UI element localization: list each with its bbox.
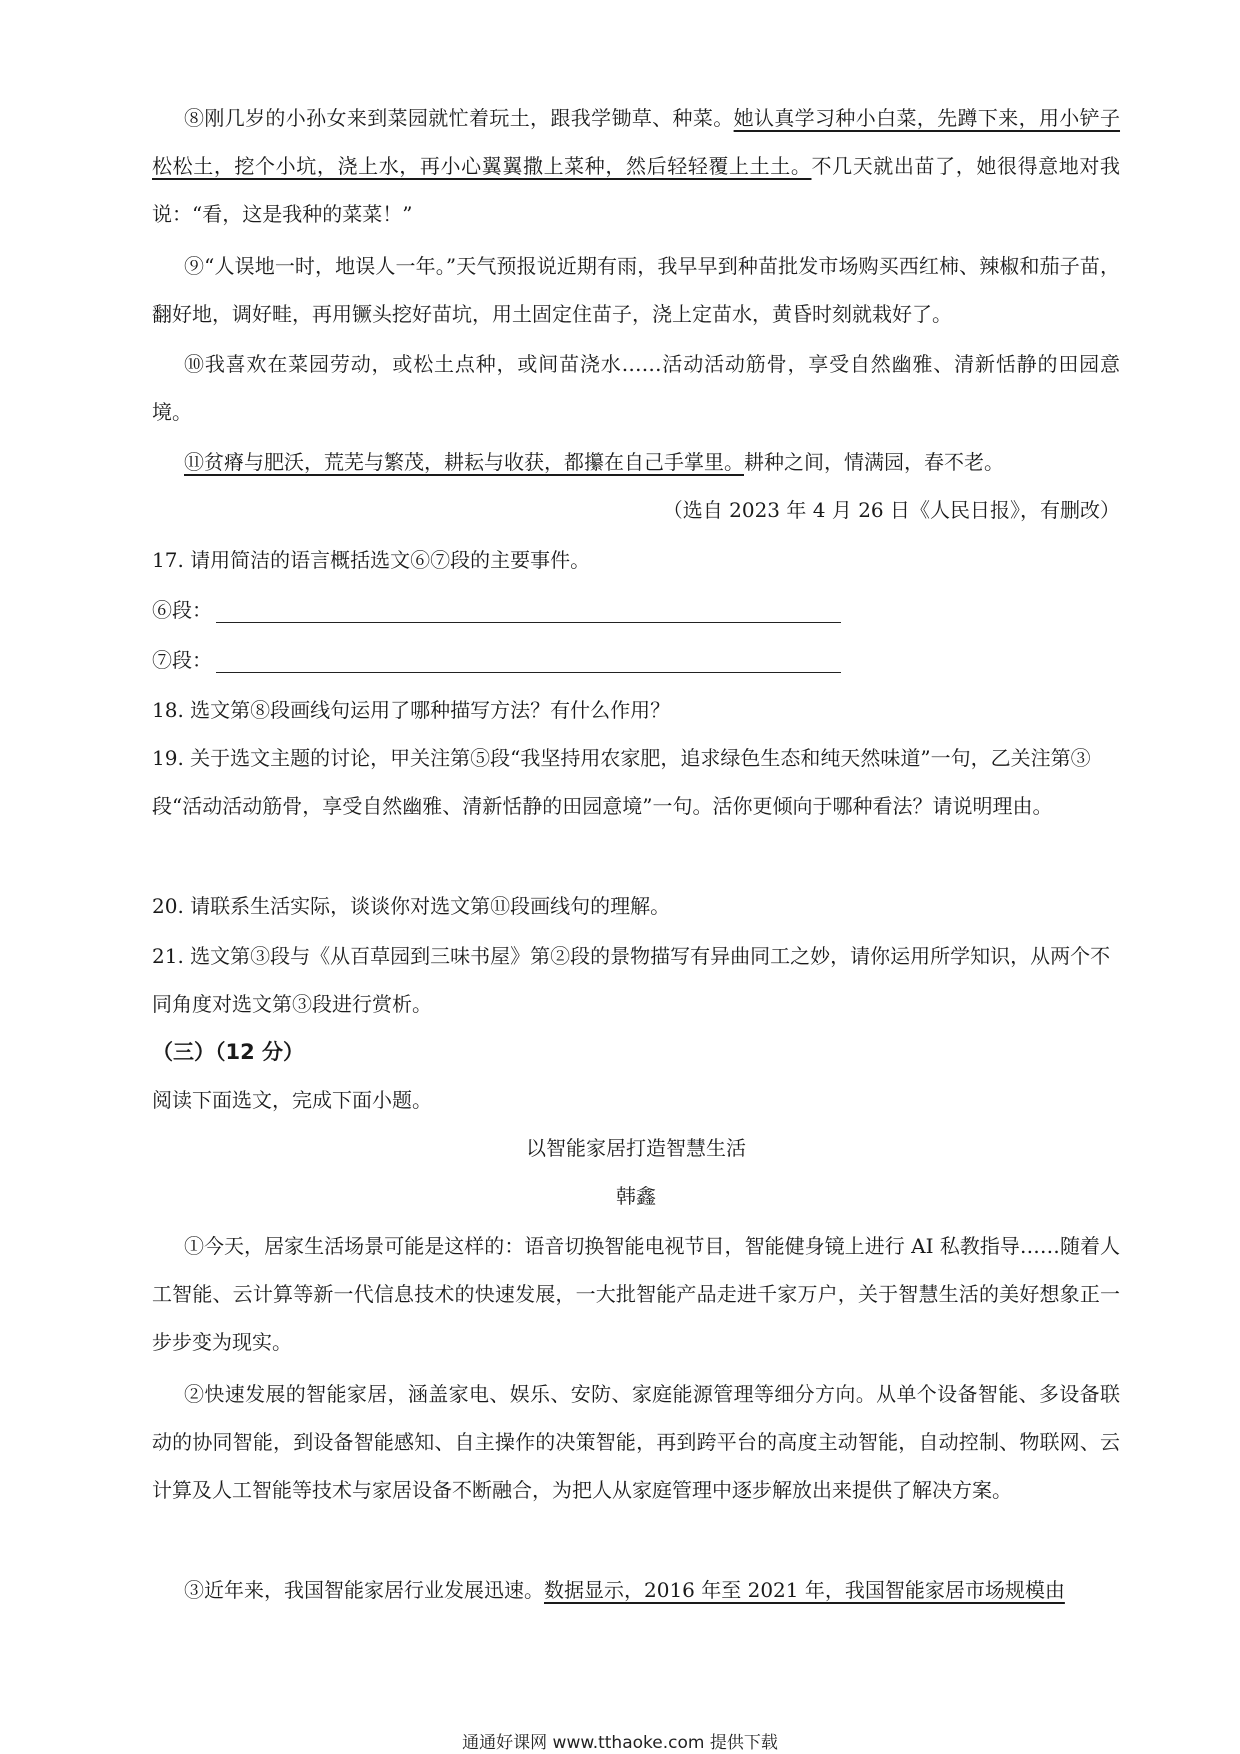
article-author: 韩鑫 (616, 1184, 656, 1208)
question-21: 21. 选文第③段与《从百草园到三味书屋》第②段的景物描写有异曲同工之妙，请你运用所学知识，从两个不同角度对选文第③段进行赏析。 (152, 944, 1111, 1016)
underlined-sentence-3: 数据显示，2016 年至 2021 年，我国智能家居市场规模由 (544, 1578, 1065, 1602)
underlined-sentence-11: ⑪贫瘠与肥沃，荒芜与繁茂，耕耘与收获，都攥在自己手掌里。 (184, 450, 744, 474)
paragraph-11: ⑪贫瘠与肥沃，荒芜与繁茂，耕耘与收获，都攥在自己手掌里。耕种之间，情满园，春不老。 (184, 450, 1004, 474)
answer-line-7: ⑦段： (152, 636, 1120, 684)
paragraph-9: ⑨“人误地一时，地误人一年。”天气预报说近期有雨，我早早到种苗批发市场购买西红柿、辣椒和茄子苗，翻好地，调好畦，再用镢头挖好苗坑，用土固定住苗子，浇上定苗水，黄昏时刻就栽好了。 (152, 254, 1120, 326)
underlined-sentence-8: 她认真学习种小白菜，先蹲下来，用小铲子松松土，挖个小坑，浇上水，再小心翼翼撒上菜种，然后轻轻覆上土土。 (152, 106, 1121, 178)
blank-line (216, 650, 841, 673)
question-18: 18. 选文第⑧段画线句运用了哪种描写方法？有什么作用？ (152, 698, 671, 722)
question-17: 17. 请用简洁的语言概括选文⑥⑦段的主要事件。 (152, 548, 591, 572)
instruction: 阅读下面选文，完成下面小题。 (152, 1088, 432, 1112)
answer-line-6: ⑥段： (152, 586, 1120, 634)
article-paragraph-3: ③近年来，我国智能家居行业发展迅速。数据显示，2016 年至 2021 年，我国智能家居市场规模由 (184, 1578, 1065, 1602)
article-paragraph-2: ②快速发展的智能家居，涵盖家电、娱乐、安防、家庭能源管理等细分方向。从单个设备智能、多设备联动的协同智能，到设备智能感知、自主操作的决策智能，再到跨平台的高度主动智能，自动控制、物联网、云计算及人工智能等技术与家居设备不断融合，为把人从家庭管理中逐步解放出来提供了解决方案。 (152, 1382, 1120, 1502)
paragraph-8: ⑧刚几岁的小孙女来到菜园就忙着玩土，跟我学锄草、种菜。她认真学习种小白菜，先蹲下来，用小铲子松松土，挖个小坑，浇上水，再小心翼翼撒上菜种，然后轻轻覆上土土。不几天就出苗了，她很得意地对我说：“看，这是我种的菜菜！” (152, 106, 1121, 226)
section-heading: （三）（12 分） (152, 1040, 305, 1064)
blank-line (216, 600, 841, 623)
footer-watermark: 通通好课网 www.tthaoke.com 提供下载 (462, 1733, 778, 1753)
question-20: 20. 请联系生活实际，谈谈你对选文第⑪段画线句的理解。 (152, 894, 671, 918)
article-paragraph-1: ①今天，居家生活场景可能是这样的：语音切换智能电视节目，智能健身镜上进行 AI 私教指导……随着人工智能、云计算等新一代信息技术的快速发展，一大批智能产品走进千家万户，关于智慧生活的美好想象正一步步变为现实。 (152, 1234, 1120, 1354)
question-19: 19. 关于选文主题的讨论，甲关注第⑤段“我坚持用农家肥，追求绿色生态和纯天然味道”一句，乙关注第③段“活动活动筋骨，享受自然幽雅、清新恬静的田园意境”一句。活你更倾向于哪种看法？请说明理由。 (152, 746, 1091, 818)
article-title: 以智能家居打造智慧生活 (526, 1136, 746, 1160)
paragraph-10: ⑩我喜欢在菜园劳动，或松土点种，或间苗浇水……活动活动筋骨，享受自然幽雅、清新恬静的田园意境。 (152, 352, 1120, 424)
source-citation: （选自 2023 年 4 月 26 日《人民日报》，有删改） (662, 498, 1120, 522)
